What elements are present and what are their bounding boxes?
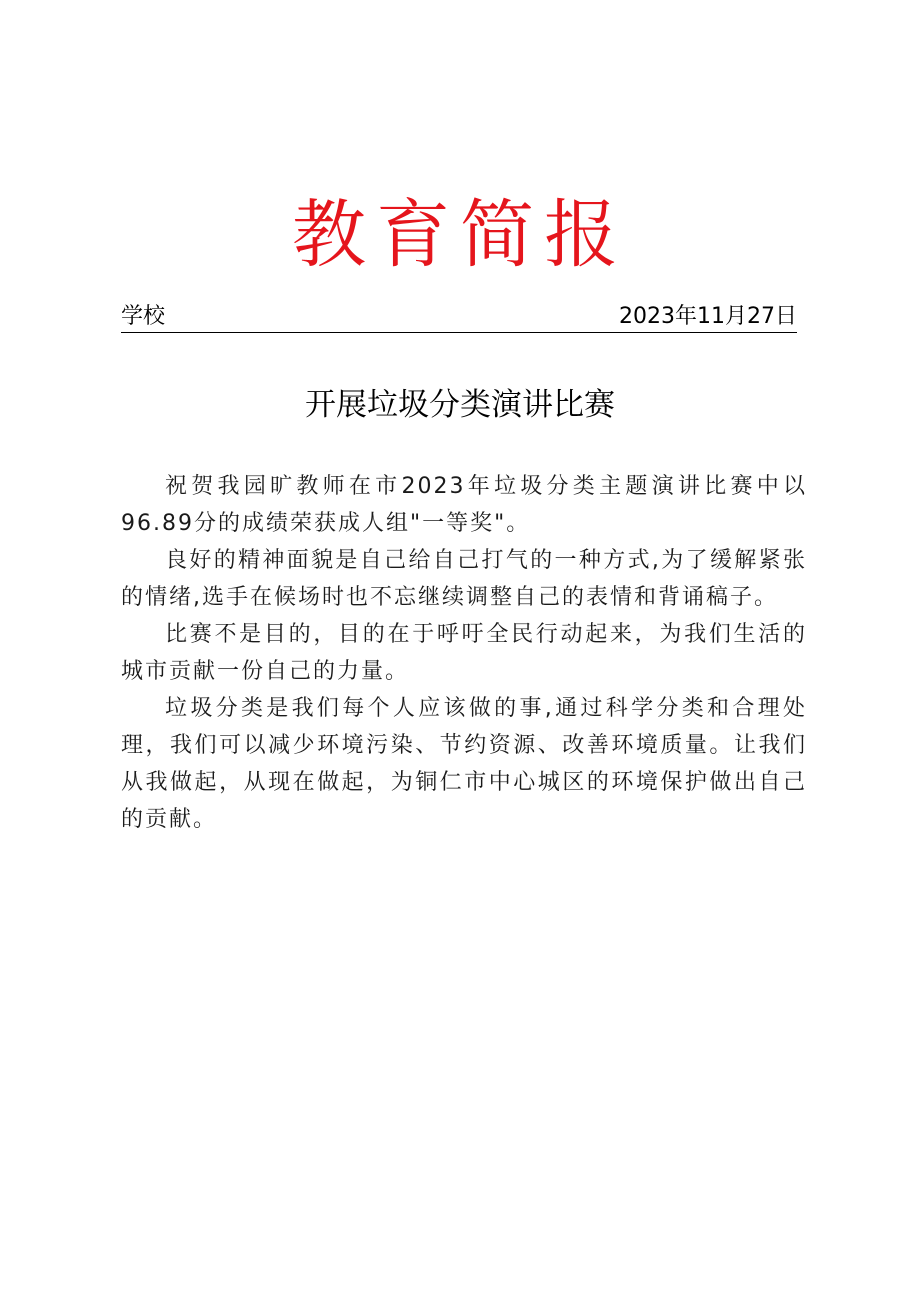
article-paragraph: 垃圾分类是我们每个人应该做的事,通过科学分类和合理处理，我们可以减少环境污染、节约资源、改善环境质量。让我们从我做起，从现在做起，为铜仁市中心城区的环境保护做出自己的贡献。 bbox=[121, 696, 807, 832]
info-line bbox=[121, 302, 797, 333]
school-label: 学校 bbox=[121, 304, 166, 329]
article-paragraph: 祝贺我园旷教师在市2023年垃圾分类主题演讲比赛中以96.89分的成绩荣获成人组"一等奖"。 bbox=[121, 474, 807, 536]
article-paragraph: 良好的精神面貌是自己给自己打气的一种方式,为了缓解紧张的情绪,选手在候场时也不忘继续调整自己的表情和背诵稿子。 bbox=[121, 548, 807, 610]
issue-date: 2023年11月27日 bbox=[619, 304, 797, 329]
article-body bbox=[121, 468, 807, 838]
article-paragraph: 比赛不是目的，目的在于呼吁全民行动起来，为我们生活的城市贡献一份自己的力量。 bbox=[121, 622, 807, 684]
article-title: 开展垃圾分类演讲比赛 bbox=[305, 387, 615, 423]
masthead-title: 教育简报 bbox=[292, 192, 628, 278]
